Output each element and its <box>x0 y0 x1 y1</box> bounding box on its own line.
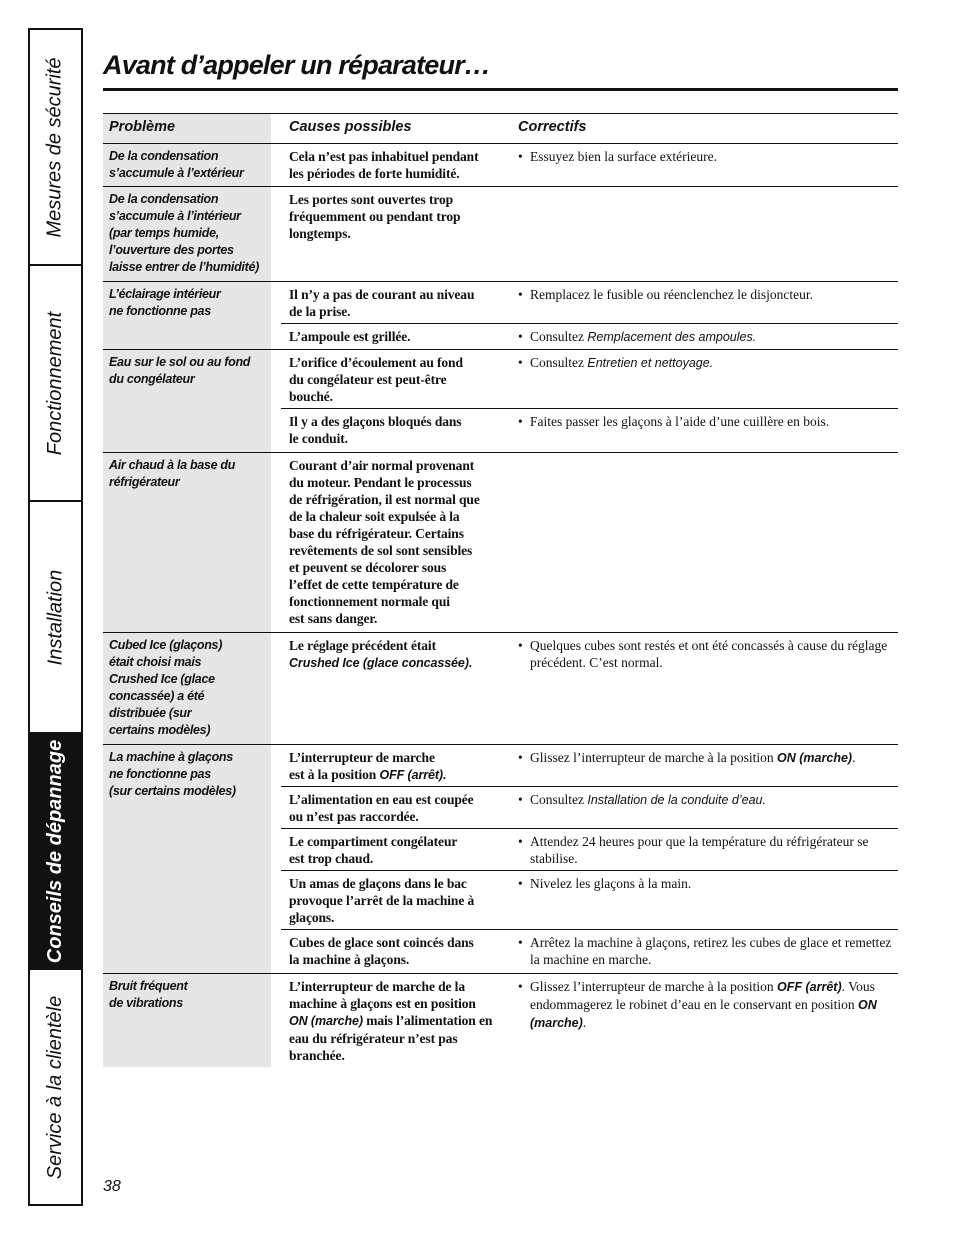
cause-text: L’interrupteur de marche de la machine à glaçons est en position ON (marche) mais l’alimentation en eau du réfrigérateur n’est pas branchée. <box>289 979 493 1063</box>
table-row <box>281 144 898 186</box>
side-tab-2[interactable] <box>30 266 81 502</box>
problem-label: Bruit fréquent de vibrations <box>109 979 188 1010</box>
fix-text: • Glissez l’interrupteur de marche à la position OFF (arrêt). Vous endommagerez le robinet d’eau en le conservant en position ON (marche). <box>518 979 877 1030</box>
table-row <box>281 829 898 871</box>
problem-label: Cubed Ice (glaçons) était choisi mais Crushed Ice (glace concassée) a été distribuée (sur certains modèles) <box>109 638 223 737</box>
table-row <box>281 187 898 281</box>
table-row <box>281 409 898 452</box>
table-row <box>281 787 898 829</box>
table-row <box>281 871 898 930</box>
problem-label: La machine à glaçons ne fonctionne pas (sur certains modèles) <box>109 750 236 798</box>
cause-text: Il y a des glaçons bloqués dans le conduit. <box>289 414 462 446</box>
problem-group <box>103 144 898 187</box>
bullet-icon: • <box>518 876 523 891</box>
cause-text: L’ampoule est grillée. <box>289 329 411 344</box>
table-row <box>281 745 898 787</box>
cause-text: Il n’y a pas de courant au niveau de la prise. <box>289 287 475 319</box>
problem-label: De la condensation s’accumule à l’intérieur (par temps humide, l’ouverture des portes laisse entrer de l’humidité) <box>109 192 259 274</box>
bullet-icon: • <box>518 979 523 994</box>
header-problem: Problème <box>109 119 176 135</box>
table-row <box>281 282 898 324</box>
cause-text: Le réglage précédent était Crushed Ice (glace concassée). <box>289 638 473 670</box>
problem-group <box>103 453 898 633</box>
fix-text: • Consultez Installation de la conduite d’eau. <box>518 792 766 807</box>
side-tab-label: Installation <box>44 569 66 665</box>
problem-label: L’éclairage intérieur ne fonctionne pas <box>109 287 221 318</box>
fix-text: • Faites passer les glaçons à l’aide d’une cuillère en bois. <box>518 414 830 429</box>
cause-text: L’alimentation en eau est coupée ou n’est pas raccordée. <box>289 792 474 824</box>
header-fixes: Correctifs <box>518 119 587 135</box>
table-header <box>103 113 898 144</box>
bullet-icon: • <box>518 935 523 950</box>
side-tab-4[interactable] <box>30 734 81 970</box>
troubleshooting-table <box>103 113 898 1068</box>
bullet-icon: • <box>518 149 523 164</box>
problem-group <box>103 974 898 1068</box>
problem-group <box>103 745 898 974</box>
cause-text: Un amas de glaçons dans le bac provoque l’arrêt de la machine à glaçons. <box>289 876 475 925</box>
problem-label: De la condensation s’accumule à l’extérieur <box>109 149 244 180</box>
bullet-icon: • <box>518 414 523 429</box>
bullet-icon: • <box>518 329 523 344</box>
table-body <box>103 144 898 1068</box>
bullet-icon: • <box>518 750 523 765</box>
problem-group <box>103 187 898 282</box>
cause-text: Cela n’est pas inhabituel pendant les périodes de forte humidité. <box>289 149 479 181</box>
bullet-icon: • <box>518 834 523 849</box>
side-tab-label: Conseils de dépannage <box>44 739 67 963</box>
fix-text: • Nivelez les glaçons à la main. <box>518 876 692 891</box>
cause-text: Les portes sont ouvertes trop fréquemment ou pendant trop longtemps. <box>289 192 461 241</box>
bullet-icon: • <box>518 287 523 302</box>
table-row <box>281 324 898 349</box>
problem-group <box>103 282 898 350</box>
header-causes: Causes possibles <box>289 119 412 135</box>
side-navigation-tabs <box>28 28 83 1206</box>
fix-text: • Consultez Remplacement des ampoules. <box>518 329 757 344</box>
table-row <box>281 930 898 973</box>
fix-text: • Consultez Entretien et nettoyage. <box>518 355 714 370</box>
side-tab-label: Fonctionnement <box>44 311 67 455</box>
table-row <box>281 633 898 744</box>
problem-group <box>103 350 898 453</box>
side-tab-label: Service à la clientèle <box>44 995 66 1179</box>
fix-text: • Remplacez le fusible ou réenclenchez le disjoncteur. <box>518 287 813 302</box>
bullet-icon: • <box>518 355 523 370</box>
fix-text: • Quelques cubes sont restés et ont été concassés à cause du réglage précédent. C’est normal. <box>518 638 888 670</box>
fix-text: • Essuyez bien la surface extérieure. <box>518 149 718 164</box>
fix-text: • Glissez l’interrupteur de marche à la position ON (marche). <box>518 750 856 765</box>
side-tab-1[interactable] <box>30 30 81 266</box>
table-row <box>281 453 898 632</box>
side-tab-3[interactable] <box>30 502 81 734</box>
page-number: 38 <box>103 1178 121 1195</box>
fix-text: • Attendez 24 heures pour que la température du réfrigérateur se stabilise. <box>518 834 869 866</box>
bullet-icon: • <box>518 638 523 653</box>
cause-text: L’orifice d’écoulement au fond du congélateur est peut-être bouché. <box>289 355 463 404</box>
problem-group <box>103 633 898 745</box>
title-rule <box>103 88 898 91</box>
side-tab-5[interactable] <box>30 970 81 1204</box>
bullet-icon: • <box>518 792 523 807</box>
problem-label: Air chaud à la base du réfrigérateur <box>109 458 236 489</box>
table-row <box>281 350 898 409</box>
fix-text: • Arrêtez la machine à glaçons, retirez les cubes de glace et remettez la machine en marche. <box>518 935 892 967</box>
table-row <box>281 974 898 1068</box>
cause-text: Courant d’air normal provenant du moteur. Pendant le processus de réfrigération, il est normal que de la chaleur soit expulsée à la base du réfrigérateur. Certains revêtements de sol sont sensibles et peuvent se décolorer sous l’effet de cette température de fonctionnement normale qui est sans danger. <box>289 458 480 626</box>
cause-text: Le compartiment congélateur est trop chaud. <box>289 834 458 866</box>
cause-text: L’interrupteur de marche est à la position OFF (arrêt). <box>289 750 447 782</box>
cause-text: Cubes de glace sont coincés dans la machine à glaçons. <box>289 935 474 967</box>
side-tab-label: Mesures de sécurité <box>44 56 67 238</box>
problem-label: Eau sur le sol ou au fond du congélateur <box>109 355 251 386</box>
page-title: Avant d’appeler un réparateur… <box>103 50 491 80</box>
